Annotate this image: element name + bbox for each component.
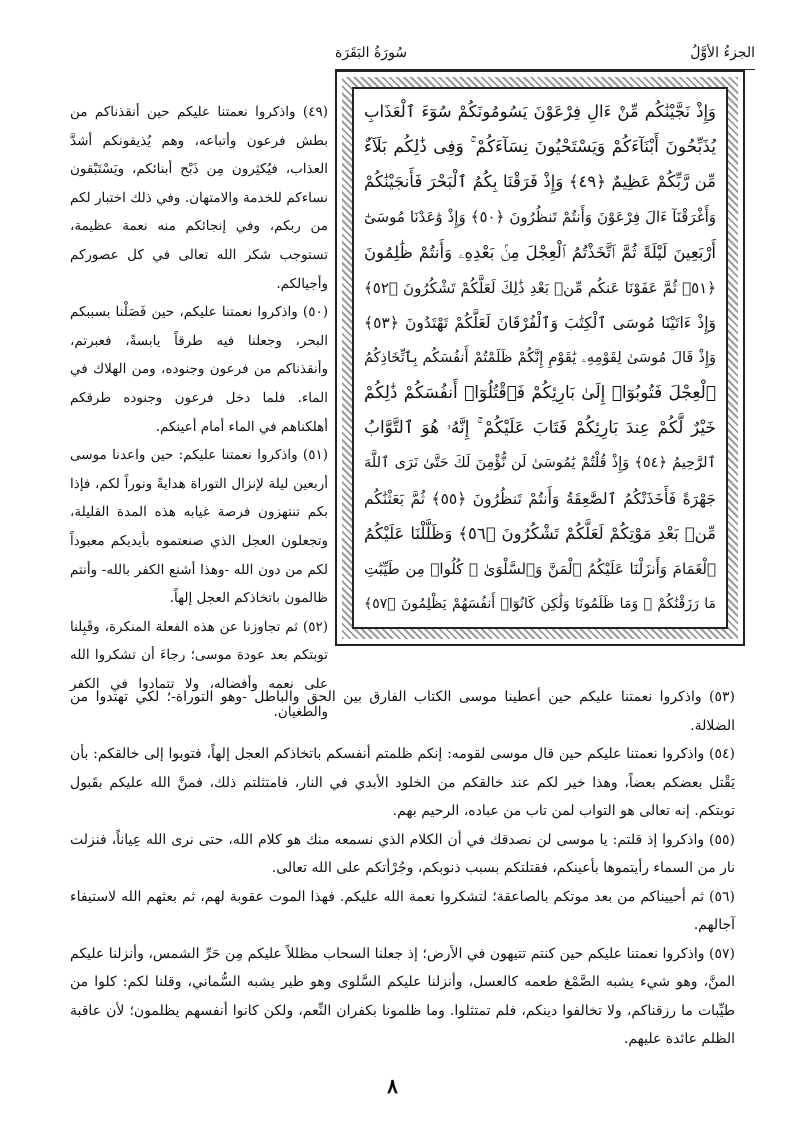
running-head — [335, 40, 755, 66]
quran-line: وَإِذْ قَالَ مُوسَىٰ لِقَوْمِهِۦ يَٰقَوْمِ إِنَّكُمْ ظَلَمْتُمْ أَنفُسَكُم بِٱتِّخَاذِكُمُ — [364, 349, 716, 366]
quran-frame — [335, 70, 745, 646]
tafsir-paragraph: (٥٧) واذكروا نعمتنا عليكم حين كنتم تتيهون في الأرض؛ إذ جعلنا السحاب مظللاً عليكم مِن حَرِّ الشمس، وأنزلنا عليكم المنَّ، وهو شيء يشبه الصَّمْغ طعمه كالعسل، وأنزلنا عليكم السَّلوى وهو طير يشبه السُّماني، وقلنا لكم: كلوا من طيِّبات ما رزقناكم، ولا تخالفوا دينكم، فلم تمتثلوا. وما ظلمونا بكفران النِّعم، ولكن كانوا أنفسهم يظلمون؛ لأن عاقبة الظلم عائدة عليهم. — [70, 945, 735, 1047]
tafsir-paragraph: (٥٦) ثم أحييناكم من بعد موتكم بالصاعقة؛ لتشكروا نعمة الله عليكم. فهذا الموت عقوبة لهم، ثم بعثهم الله لاستيفاء آجالهم. — [70, 888, 735, 933]
tafsir-paragraph: (٥٥) واذكروا إذ قلتم: يا موسى لن نصدقك في أن الكلام الذي نسمعه منك هو كلام الله، حتى نرى الله عِياناً، فنزلت نار من السماء رأيتموها بأعينكم، فقتلتكم بسبب ذنوبكم، وجُرْأتكم على الله تعالى. — [70, 831, 735, 876]
quran-line: مِّنۢ بَعْدِ مَوْتِكُمْ لَعَلَّكُمْ تَشْكُرُونَ ﴿٥٦﴾ وَظَلَّلْنَا عَلَيْكُمُ — [364, 523, 716, 543]
tafsir-paragraph: (٤٩) واذكروا نعمتنا عليكم حين أنقذناكم من بطش فرعون وأتباعه، وهم يُذيقونكم أشدَّ العذاب، فيُكثِرون مِن ذَبْح أبنائكم، ويَسْتَبْقون نساءكم للخدمة والامتهان. وفي ذلك اختبار لكم من ربكم، وفي إنجائكم منه نعمة عظيمة، تستوجب شكر الله تعالى في كل عصوركم وأجيالكم. — [70, 104, 328, 292]
quran-line: ﴿٥١﴾ ثُمَّ عَفَوْنَا عَنكُم مِّنۢ بَعْدِ ذَٰلِكَ لَعَلَّكُمْ تَشْكُرُونَ ﴿٥٢﴾ — [364, 278, 716, 297]
quran-line: خَيْرٌ لَّكُمْ عِندَ بَارِئِكُمْ فَتَابَ عَلَيْكُمْ ۚ إِنَّهُۥ هُوَ ٱلتَّوَّابُ — [364, 418, 716, 439]
quran-line: وَإِذْ ءَاتَيْنَا مُوسَى ٱلْكِتَٰبَ وَٱلْفُرْقَانَ لَعَلَّكُمْ تَهْتَدُونَ ﴿٥٣﴾ — [364, 313, 716, 332]
tafsir-paragraph: (٥٤) واذكروا نعمتنا عليكم حين قال موسى لقومه: إنكم ظلمتم أنفسكم باتخاذكم العجل إلهاً، فتوبوا إلى خالقكم: بأن يَقْتل بعضكم بعضاً، وهذا خير لكم عند خالقكم من الخلود الأبدي في النار، فامتثلتم ذلك، فمنَّ الله عليكم بقَبول توبتكم. إنه تعالى هو التواب لمن تاب من عباده، الرحيم بهم. — [70, 746, 735, 819]
tafsir-full-column — [70, 683, 735, 1054]
quran-line: أَرْبَعِينَ لَيْلَةً ثُمَّ ٱتَّخَذْتُمُ ٱلْعِجْلَ مِنۢ بَعْدِهِۦ وَأَنتُمْ ظَٰلِمُونَ — [364, 242, 716, 262]
tafsir-side-column — [70, 98, 328, 727]
quran-line: ٱلْعِجْلَ فَتُوبُوٓا۟ إِلَىٰ بَارِئِكُمْ فَٱقْتُلُوٓا۟ أَنفُسَكُمْ ذَٰلِكُمْ — [364, 383, 716, 404]
quran-line: جَهْرَةً فَأَخَذَتْكُمُ ٱلصَّٰعِقَةُ وَأَنتُمْ تَنظُرُونَ ﴿٥٥﴾ ثُمَّ بَعَثْنَٰكُم — [364, 489, 716, 508]
page-number: ٨ — [387, 1074, 398, 1098]
quran-line: يُذَبِّحُونَ أَبْنَآءَكُمْ وَيَسْتَحْيُونَ نِسَآءَكُمْ ۚ وَفِى ذَٰلِكُم بَلَآءٌ — [364, 137, 716, 158]
frame-ornament — [342, 77, 738, 639]
quran-text-block — [352, 87, 728, 629]
tafsir-paragraph: (٥٠) واذكروا نعمتنا عليكم، حين فَصَلْنا بسببكم البحر، وجعلنا فيه طرقاً يابسةً، فعبرتم، وأنقذناكم من فرعون وجنوده، ومن الهلاك في الماء. فلما دخل فرعون وجنوده طرقكم أهلكناهم في الماء أمام أعينكم. — [70, 304, 328, 435]
quran-line: وَإِذْ نَجَّيْنَٰكُم مِّنْ ءَالِ فِرْعَوْنَ يَسُومُونَكُمْ سُوٓءَ ٱلْعَذَابِ — [364, 102, 716, 121]
quran-line: ٱلرَّحِيمُ ﴿٥٤﴾ وَإِذْ قُلْتُمْ يَٰمُوسَىٰ لَن نُّؤْمِنَ لَكَ حَتَّىٰ نَرَى ٱللَّهَ — [364, 455, 716, 472]
quran-line: مَا رَزَقْنَٰكُمْ ۖ وَمَا ظَلَمُونَا وَلَٰكِن كَانُوٓا۟ أَنفُسَهُمْ يَظْلِمُونَ ﴿٥٧﴾ — [364, 595, 716, 612]
tafsir-paragraph: (٥٢) ثم تجاوزنا عن هذه الفعلة المنكرة، وقَبِلنا توبتكم بعد عودة موسى؛ رجاءَ أن تشكروا الله على نعمه وأفضاله، ولا تتمادوا في الكفر والطغيان. — [70, 618, 328, 721]
tafsir-paragraph: (٥٣) واذكروا نعمتنا عليكم حين أعطينا موسى الكتاب الفارق بين الحق والباطل -وهو التوراة-؛ لكي تهتدوا من الضلالة. — [70, 689, 735, 734]
surah-label: سُورَةُ البَقَرَة — [335, 45, 408, 61]
tafsir-paragraph: (٥١) واذكروا نعمتنا عليكم: حين واعدنا موسى أربعين ليلة لإنزال التوراة هدايةً ونوراً لكم، فإذا بكم تنتهزون فرصة غيابه هذه المدة القليلة، وتجعلون العجل الذي صنعتموه بأيديكم معبوداً لكم من دون الله -وهذا أشنع الكفر بالله- وأنتم ظالمون باتخاذكم العجل إلهاً. — [70, 447, 328, 607]
juz-label: الجزءُ الأوَّلُ — [690, 45, 755, 61]
quran-line: وَأَغْرَقْنَآ ءَالَ فِرْعَوْنَ وَأَنتُمْ تَنظُرُونَ ﴿٥٠﴾ وَإِذْ وَٰعَدْنَا مُوسَىٰٓ — [364, 208, 716, 227]
quran-line: مِّن رَّبِّكُمْ عَظِيمٌ ﴿٤٩﴾ وَإِذْ فَرَقْنَا بِكُمُ ٱلْبَحْرَ فَأَنجَيْنَٰكُمْ — [364, 172, 716, 192]
quran-line: ٱلْغَمَامَ وَأَنزَلْنَا عَلَيْكُمُ ٱلْمَنَّ وَٱلسَّلْوَىٰ ۖ كُلُوا۟ مِن طَيِّبَٰتِ — [364, 559, 716, 578]
